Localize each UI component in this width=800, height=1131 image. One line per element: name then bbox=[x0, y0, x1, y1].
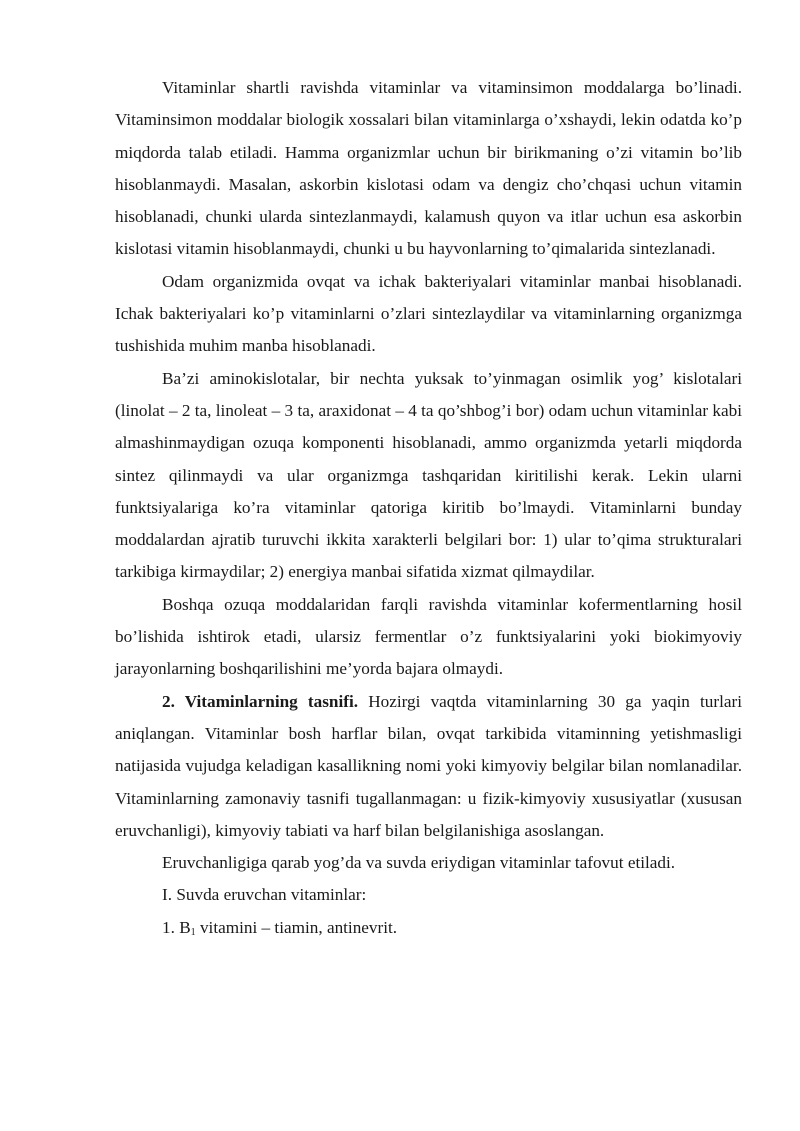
classification-body: Hozirgi vaqtda vitaminlarning 30 ga yaqin turlari aniqlangan. Vitaminlar bosh harflar bilan, ovqat tarkibida vitaminning yetishmasligi natijasida vujudga keladigan kasallikning nomi yoki kimyoviy belgilar bilan nomlanadilar. Vitaminlarning zamonaviy tasnifi tugallanmagan: u fizik-kimyoviy xususiyatlar (xususan eruvchanligi), kimyoviy tabiati va harf bilan belgilanishiga asoslangan. bbox=[115, 691, 743, 840]
document-page bbox=[115, 72, 742, 944]
list-item-text: vitamini – tiamin, antinevrit. bbox=[195, 917, 398, 937]
list-item-b1 bbox=[115, 912, 742, 944]
paragraph-essential-nutrients: Ba’zi aminokislotalar, bir nechta yuksak to’yinmagan osimlik yog’ kislotalari (linolat – 2 ta, linoleat – 3 ta, araxidonat – 4 ta qo’shbog’i bor) odam uchun vitaminlar kabi almashinmaydigan ozuqa komponenti hisoblanadi, ammo organizmda yetarli miqdorda sintez qilinmaydi va ular organizmga tashqaridan kiritilishi kerak. Lekin ularni funktsiyalariga ko’ra vitaminlar qatoriga kiritib bo’lmaydi. Vitaminlarni bunday moddalardan ajratib turuvchi ikkita xarakterli belgilari bor: 1) ular to’qima strukturalari tarkibiga kirmaydilar; 2) energiya manbai sifatida xizmat qilmaydilar. bbox=[115, 368, 742, 582]
list-item-subscript: 1 bbox=[190, 926, 196, 938]
list-item-prefix: 1. B bbox=[162, 917, 191, 937]
paragraph-vitamin-classification-intro: Vitaminlar shartli ravishda vitaminlar va vitaminsimon moddalarga bo’linadi. Vitaminsimon moddalar biologik xossalari bilan vitaminlarga o’xshaydi, lekin odatda ko’p miqdorda talab etiladi. Hamma organizmlar uchun bir birikmaning o’zi vitamin bo’lib hisoblanmaydi. Masalan, askorbin kislotasi odam va dengiz cho’chqasi uchun vitamin hisoblanadi, chunki ularda sintezlanmaydi, kalamush quyon va itlar uchun esa askorbin kislotasi vitamin hisoblanmaydi, chunki u bu hayvonlarning to’qimalarida sintezlanadi. bbox=[115, 78, 742, 259]
section-heading: 2. Vitaminlarning tasnifi. bbox=[162, 691, 359, 711]
list-heading-water-soluble: I. Suvda eruvchan vitaminlar: bbox=[162, 885, 367, 905]
paragraph-coenzymes: Boshqa ozuqa moddalaridan farqli ravishda vitaminlar kofermentlarning hosil bo’lishida ishtirok etadi, ularsiz fermentlar o’z funktsiyalarini yoki biokimyoviy jarayonlarning boshqarilishini me’yorda bajara olmaydi. bbox=[115, 594, 742, 679]
paragraph-solubility: Eruvchanligiga qarab yog’da va suvda eriydigan vitaminlar tafovut etiladi. bbox=[162, 853, 676, 873]
paragraph-classification bbox=[115, 686, 742, 847]
paragraph-vitamin-sources: Odam organizmida ovqat va ichak bakteriyalari vitaminlar manbai hisoblanadi. Ichak bakteriyalari ko’p vitaminlarni o’zlari sintezlaydilar va vitaminlarning organizmga tushishida muhim manba hisoblanadi. bbox=[115, 271, 742, 356]
